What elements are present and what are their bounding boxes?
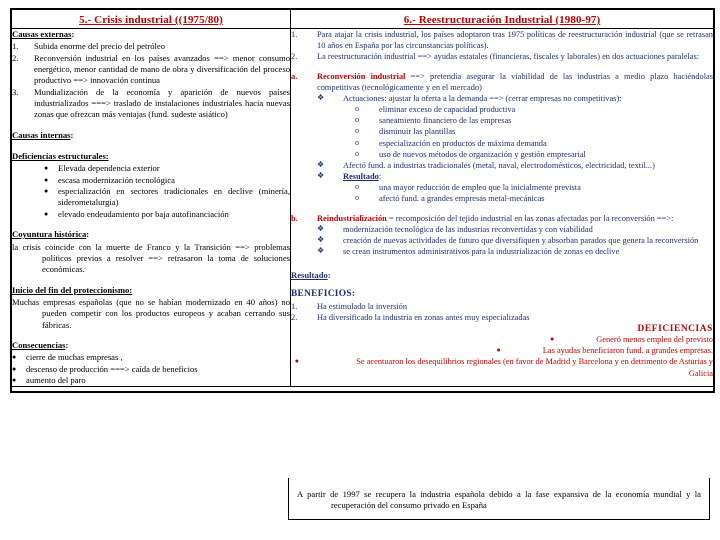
item-a-body: ==> pretendía asegurar la viabilidad de las industrias a medio plazo haciéndolas competitivas (tecnológicamente y en el mercado) [317,71,713,92]
beneficios-colon: : [351,289,356,300]
bullet-circle-icon: o [355,182,359,192]
list-text: La reestructuración industrial ==> ayudas estatales (financieras, fiscales y laborales) en dos actuaciones paralelas: [317,52,700,62]
list-text: especialización en productos de máxima demanda [379,138,547,148]
list-text: descenso de producción ===> caída de beneficios [26,363,198,374]
list-item [12,41,290,52]
final-note-text: A partir de 1997 se recupera la industria española debido a la fase expansiva de la economía mundial y la recuperación del consumo privado en España [297,489,701,511]
actuaciones-lead [291,93,713,104]
spacer [12,142,290,151]
proteccionismo-label: Inicio del fin del proteccionismo: [12,284,133,295]
list-item [291,51,713,62]
list-marker: 3. [12,86,19,97]
bullet-disc-icon: ● [44,187,49,196]
list-text: Ha diversificado la industria en zonas antes muy especializadas [317,313,530,323]
list-item [291,224,713,235]
resultado-heading [291,265,713,283]
list-item [12,163,290,174]
actuaciones-lead-text: Actuaciones: ajustar la oferta a la demanda ==> (cerrar empresas no competitivas): [343,93,622,103]
final-note-box [288,478,710,520]
list-item [291,235,713,246]
page-title-left: 5.- Crisis industrial ((1975/80) [79,14,223,26]
right-column-content [291,29,715,387]
list-text: Para atajar la crisis industrial, los países adoptaron tras 1975 políticas de reestructuración industrial (que se retrasan 10 años en España por las circunstancias políticas). [317,30,713,51]
causas-internas-heading: Causas internas: [12,129,74,140]
resultado-colon: : [327,270,331,281]
deficiencias-label: DEFICIENCIAS [637,323,713,334]
bullet-circle-icon: o [355,126,359,136]
bullet-disc-icon: ● [44,175,49,184]
header-cell-right [291,9,715,29]
list-text: afectó fund. a grandes empresas metal-mecánicas [379,194,545,204]
resultado-a-label-wrap: Resultado: [343,172,382,182]
list-text: disminuir las plantillas [379,127,456,137]
list-item [12,175,290,186]
bullet-diamond-icon: ❖ [317,92,325,102]
consecuencias-heading: Consecuencias: [12,339,69,350]
resultado-a-label: Resultado [343,172,379,182]
bullet-disc-icon: ● [550,334,555,343]
bullet-diamond-icon: ❖ [317,234,325,244]
list-text: una mayor reducción de empleo que la inicialmente prevista [379,183,581,193]
item-b-keyword: Reindustrialización [317,213,387,223]
list-item [291,301,713,312]
consecuencias-label: Consecuencias [12,339,66,350]
causas-externas-heading: Causas externas: [12,29,75,39]
spacer [291,257,713,265]
two-column-table [10,8,715,393]
deficiencias-label: Deficiencias estructurales: [12,151,109,162]
resultado-a-row [291,171,713,182]
list-text: uso de nuevos métodos de organización y gestión empresarial [379,149,586,159]
list-marker: a. [291,71,298,81]
list-item [291,115,713,126]
proteccionismo-text: Muchas empresas españolas (que no se habían modernizado en 40 años) no pueden competir con los productos europeos y acaban cerrando sus fábricas. [12,296,290,330]
bullet-diamond-icon: ❖ [317,246,325,256]
bullet-diamond-icon: ❖ [317,223,325,233]
list-marker: 1. [291,30,298,39]
table-spacer-row [11,387,714,393]
list-text: escasa modernización tecnológica [58,174,175,185]
beneficios-label: BENEFICIOS [291,289,352,300]
bullet-diamond-icon: ❖ [317,159,325,169]
header-cell-left [11,9,291,29]
left-column-content [11,29,291,387]
spacer [12,331,290,340]
list-item [12,209,290,220]
list-item [291,104,713,115]
bullet-disc-icon: ● [496,345,501,354]
list-text: Las ayudas beneficiaron fund. a grandes empresas. [542,345,713,355]
list-text: cierre de muchas empresas , [26,352,123,363]
spacer [12,276,290,285]
list-item [12,375,290,386]
bullet-disc-icon: ● [12,364,17,373]
list-text: eliminar exceso de capacidad productiva [379,105,516,115]
list-text: Generó menos empleo del previsto [596,334,713,344]
bullet-diamond-icon: ❖ [317,171,325,181]
coyuntura-text: la crisis coincide con la muerte de Franco y la Transición ==> problemas políticos previos a resolver ==> retrasaron la toma de soluciones económicas. [12,241,290,275]
item-a-text [317,71,713,93]
item-b-body: = recomposición del tejido industrial en las zonas afectadas por la reconversión ==>: [386,213,674,223]
list-text: Mundialización de la economía y aparición de nuevos países industrializados ===> traslado de instalaciones industriales hacia nuevas zonas que ofrezcan más ventajas (fund. sudeste asiático) [34,86,290,120]
causas-internas-label: Causas internas [12,129,71,140]
list-marker: 1. [291,302,298,312]
list-item [291,29,713,51]
causas-externas-label: Causas externas [12,29,72,39]
list-text: creación de nuevas actividades de futuro que diversifiquen y absorban parados que genera la reconversión [343,235,699,245]
list-marker: 1. [12,41,19,52]
resultado-label: Resultado [291,270,328,281]
spacer [12,121,290,130]
table-body-row [11,29,714,387]
deficiencias-heading [12,151,290,162]
list-item [291,312,713,323]
bullet-circle-icon: o [355,104,359,114]
list-item [291,246,713,257]
bullet-circle-icon: o [355,148,359,158]
page-title-right: 6.- Reestructuración Industrial (1980-97) [403,14,601,26]
list-item [12,186,290,209]
bullet-disc-icon: ● [294,357,299,366]
spacer-cell-left [11,387,291,393]
list-item [291,182,713,193]
list-text: especialización en sectores tradicionales en declive (minería, siderometalurgia) [58,186,290,208]
bullet-disc-icon: ● [12,375,17,384]
list-marker: b. [291,213,298,223]
item-b-text [317,213,713,224]
bullet-disc-icon: ● [44,164,49,173]
spacer [291,63,713,71]
proteccionismo-heading [12,285,290,296]
list-item [12,53,290,87]
afecto-text: Afectó fund. a industrias tradicionales (metal, naval, electrodomésticos, electricidad, textil...) [343,160,655,170]
bullet-circle-icon: o [355,137,359,147]
list-item [291,356,713,379]
afecto-row [291,160,713,171]
list-text: Ha estimulado la inversión [317,302,408,312]
list-marker: 2. [12,52,19,63]
bullet-circle-icon: o [355,115,359,125]
bullet-disc-icon: ● [44,209,49,218]
list-text: Reconversión industrial en los países avanzados ==> menor consumo energético, menor cantidad de mano de obra y diversificación del proceso productivo ==> innovación continua [34,52,290,86]
list-text: Elevada dependencia exterior [58,163,160,174]
spacer-cell-right [291,387,715,393]
list-text: elevado endeudamiento por baja autofinanciación [58,208,229,219]
item-a-keyword: Reconversión industrial [317,71,406,81]
list-item [12,352,290,363]
list-item [291,138,713,149]
list-item [12,87,290,121]
item-b [291,213,713,224]
list-item [291,149,713,160]
list-text: se crean instrumentos administrativos para la industrialización de zonas en declive [343,247,620,257]
list-item [291,126,713,137]
list-marker: 2. [291,313,298,323]
beneficios-heading [291,283,713,301]
spacer [291,205,713,213]
list-item [291,345,713,356]
list-text: Se acentuaron los desequilibrios regionales (en favor de Madrid y Barcelona y en detrimento de Asturias y Galicia [356,357,713,378]
list-text: modernización tecnológica de las industrias reconvertidas y con viabilidad [343,224,593,234]
table-header-row [11,9,714,29]
item-a [291,71,713,93]
list-text: Subida enorme del precio del petróleo [34,41,166,52]
list-marker: 2. [291,52,298,62]
list-text: aumento del paro [26,374,86,385]
list-item [291,334,713,345]
coyuntura-label: Coyuntura histórica [12,229,87,240]
list-item [291,193,713,204]
bullet-circle-icon: o [355,193,359,203]
list-text: saneamiento financiero de las empresas [379,116,512,126]
spacer [12,220,290,229]
list-item [12,364,290,375]
bullet-disc-icon: ● [12,353,17,362]
coyuntura-heading: Coyuntura histórica: [12,229,90,240]
